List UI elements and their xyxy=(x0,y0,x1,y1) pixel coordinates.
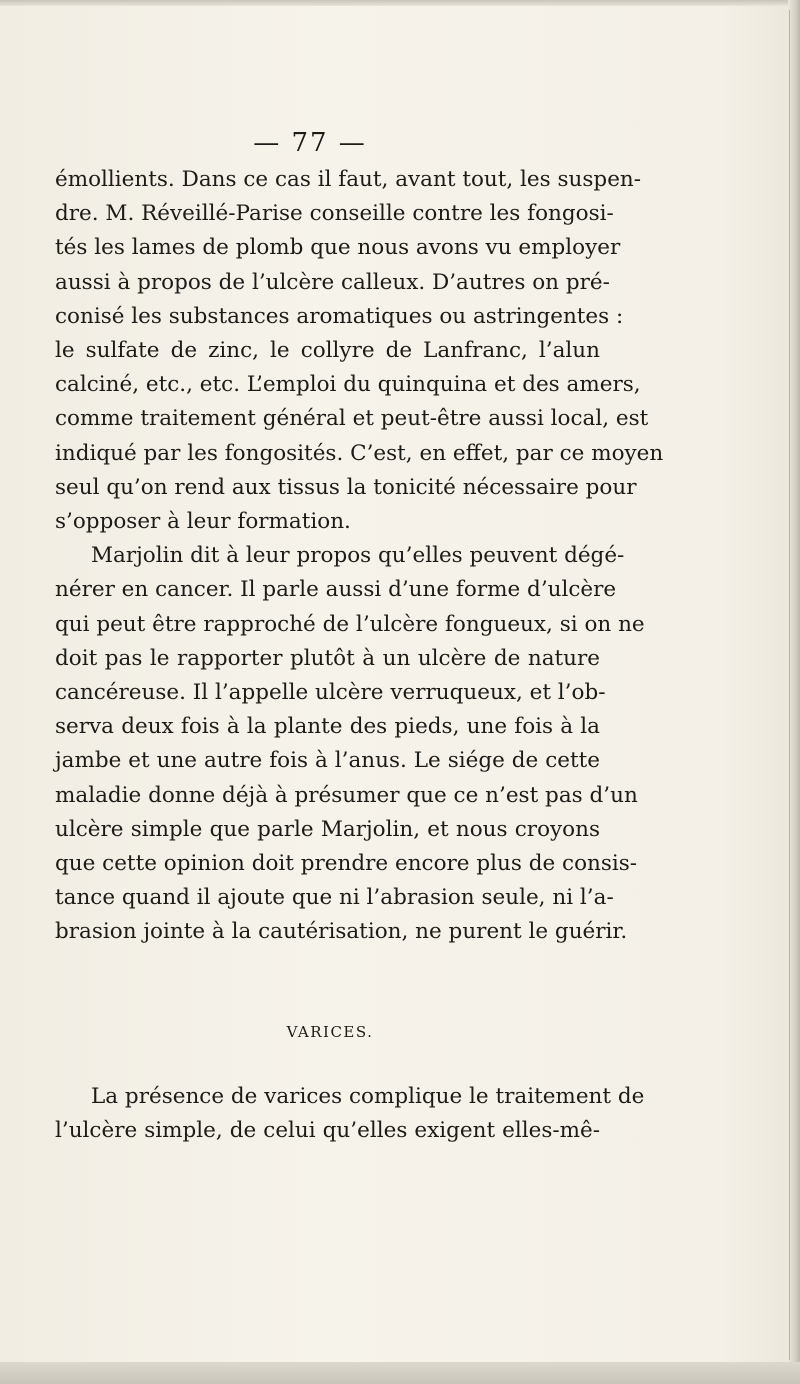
text-line: ulcère simple que parle Marjolin, et nous croyons xyxy=(55,816,600,842)
text-line: comme traitement général et peut-être aussi local, est xyxy=(55,406,649,432)
text-line: brasion jointe à la cautérisation, ne purent le guérir. xyxy=(55,919,628,945)
text-line: jambe et une autre fois à l’anus. Le siége de cette xyxy=(55,748,600,774)
text-line: s’opposer à leur formation. xyxy=(55,509,351,535)
page-number: — 77 — xyxy=(253,128,367,158)
text-line: qui peut être rapproché de l’ulcère fongueux, si on ne xyxy=(55,611,645,637)
text-line: dre. M. Réveillé-Parise conseille contre les fongosi- xyxy=(55,201,614,227)
text-line: le sulfate de zinc, le collyre de Lanfranc, l’alun xyxy=(55,338,600,364)
main-text xyxy=(55,163,664,950)
text-line: calciné, etc., etc. L’emploi du quinquina et des amers, xyxy=(55,372,641,398)
text-line: émollients. Dans ce cas il faut, avant tout, les suspen- xyxy=(55,167,642,192)
page-bottom-edge xyxy=(0,1362,800,1384)
text-line: doit pas le rapporter plutôt à un ulcère de nature xyxy=(55,645,600,671)
text-line: Marjolin dit à leur propos qu’elles peuvent dégé- xyxy=(91,543,625,569)
text-line: seul qu’on rend aux tissus la tonicité nécessaire pour xyxy=(55,474,637,500)
page-fold-line xyxy=(789,10,790,1360)
text-line: La présence de varices complique le traitement de xyxy=(91,1084,645,1109)
text-line: indiqué par les fongosités. C’est, en effet, par ce moyen xyxy=(55,440,664,466)
text-line: cancéreuse. Il l’appelle ulcère verruqueux, et l’ob- xyxy=(55,680,606,706)
text-line: serva deux fois à la plante des pieds, une fois à la xyxy=(55,714,600,740)
text-line: nérer en cancer. Il parle aussi d’une forme d’ulcère xyxy=(55,577,617,603)
section-text xyxy=(55,1080,645,1148)
text-line: tés les lames de plomb que nous avons vu employer xyxy=(55,235,621,261)
text-line: maladie donne déjà à présumer que ce n’est pas d’un xyxy=(55,782,638,808)
text-line: l’ulcère simple, de celui qu’elles exigent elles-mê- xyxy=(55,1118,600,1144)
text-line: aussi à propos de l’ulcère calleux. D’autres on pré- xyxy=(55,269,610,295)
page-top-edge xyxy=(0,0,800,6)
section-heading: VARICES. xyxy=(286,1023,374,1041)
text-line: que cette opinion doit prendre encore plus de consis- xyxy=(55,851,638,877)
text-line: conisé les substances aromatiques ou astringentes : xyxy=(55,303,624,329)
text-line: tance quand il ajoute que ni l’abrasion seule, ni l’a- xyxy=(55,885,614,911)
